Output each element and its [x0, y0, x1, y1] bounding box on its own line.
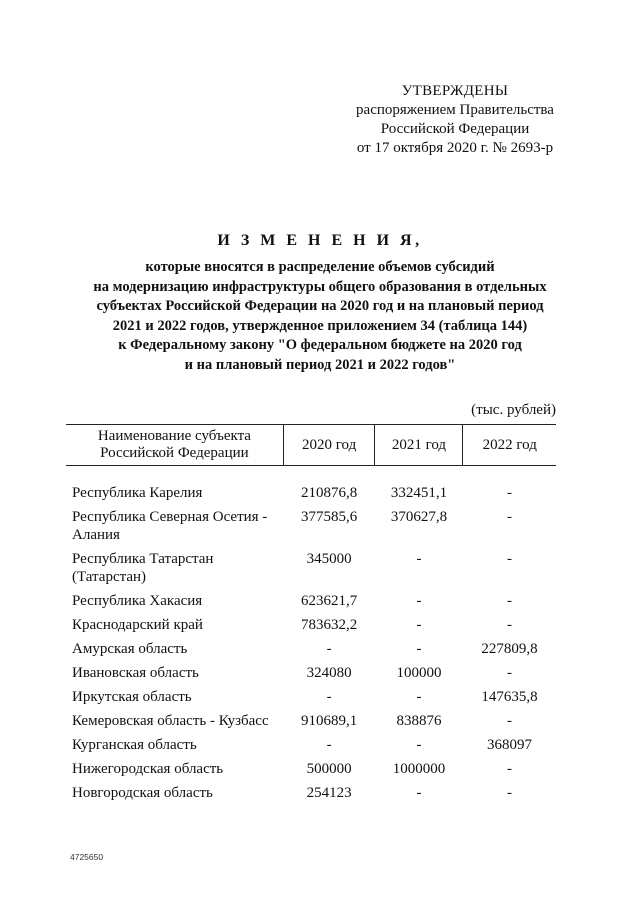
table-header-row: [66, 425, 556, 466]
value-2022-cell: -: [506, 551, 512, 567]
region-cell: Курганская область: [72, 737, 197, 753]
value-2020-cell: 345000: [306, 551, 352, 567]
value-2020-cell: 254123: [306, 785, 352, 801]
subtitle-line: субъектах Российской Федерации на 2020 год и на плановый период: [96, 298, 544, 314]
table-row: [66, 550, 556, 592]
table-row: [66, 592, 556, 616]
value-2020-cell: 210876,8: [301, 485, 358, 501]
region-cell: Республика Северная Осетия - Алания: [72, 509, 268, 543]
approval-line-1: распоряжением Правительства: [356, 102, 554, 118]
value-2022-cell: 368097: [486, 737, 532, 753]
value-2021-cell: -: [416, 785, 422, 801]
table-spacer: [66, 466, 556, 485]
value-2020-cell: 783632,2: [301, 617, 358, 633]
document-title: И З М Е Н Е Н И Я,: [217, 232, 423, 249]
value-2020-cell: 377585,6: [301, 509, 358, 525]
value-2020-cell: -: [326, 689, 332, 705]
table-row: [66, 760, 556, 784]
value-2021-cell: 370627,8: [390, 509, 448, 525]
value-2022-cell: 227809,8: [481, 641, 538, 657]
footer-code: 4725650: [70, 852, 104, 862]
value-2021-cell: -: [416, 593, 422, 609]
value-2021-cell: 838876: [396, 713, 442, 729]
approval-line-3: от 17 октября 2020 г. № 2693-р: [356, 140, 554, 156]
value-2022-cell: -: [506, 665, 512, 681]
table-row: [66, 484, 556, 508]
value-2020-cell: 623621,7: [301, 593, 358, 609]
table-row: [66, 616, 556, 640]
table-row: [66, 736, 556, 760]
approval-block: [320, 82, 590, 158]
value-2020-cell: 910689,1: [301, 713, 358, 729]
value-2022-cell: -: [506, 713, 512, 729]
value-2022-cell: -: [506, 509, 512, 525]
region-cell: Амурская область: [72, 641, 188, 657]
subtitle-line: и на плановый период 2021 и 2022 годов": [184, 356, 456, 373]
value-2020-cell: -: [326, 641, 332, 657]
region-cell: Новгородская область: [72, 785, 213, 801]
table-row: [66, 664, 556, 688]
table-body: [66, 466, 556, 809]
header-region: Наименование субъекта Российской Федерации: [66, 425, 283, 466]
approval-heading: УТВЕРЖДЕНЫ: [401, 83, 509, 99]
subsidy-table: [66, 424, 556, 808]
value-2021-cell: -: [416, 689, 422, 705]
value-2020-cell: 500000: [306, 761, 352, 777]
subtitle-line: 2021 и 2022 годов, утвержденное приложением 34 (таблица 144): [112, 317, 528, 334]
table-row: [66, 640, 556, 664]
subtitle-line: которые вносятся в распределение объемов субсидий: [145, 259, 495, 275]
subsidy-table-container: [66, 424, 556, 808]
value-2021-cell: 100000: [396, 665, 442, 681]
approval-line-2: Российской Федерации: [380, 121, 530, 137]
value-2022-cell: -: [506, 761, 512, 777]
region-cell: Республика Карелия: [72, 485, 203, 501]
region-cell: Республика Хакасия: [72, 593, 203, 609]
value-2020-cell: 324080: [306, 665, 352, 681]
value-2022-cell: 147635,8: [481, 689, 538, 705]
header-2022: 2022 год: [463, 425, 556, 466]
subtitle-line: к Федеральному закону "О федеральном бюджете на 2020 год: [118, 337, 522, 353]
header-2021: 2021 год: [375, 425, 463, 466]
table-row: [66, 784, 556, 808]
subtitle-line: на модернизацию инфраструктуры общего образования в отдельных: [93, 278, 547, 295]
value-2021-cell: -: [416, 617, 422, 633]
value-2022-cell: -: [506, 785, 512, 801]
header-2020: 2020 год: [283, 425, 375, 466]
value-2021-cell: 1000000: [392, 761, 446, 777]
value-2021-cell: -: [416, 737, 422, 753]
region-cell: Ивановская область: [72, 665, 199, 681]
region-cell: Кемеровская область - Кузбасс: [72, 713, 269, 729]
region-cell: Республика Татарстан (Татарстан): [72, 551, 214, 585]
value-2021-cell: -: [416, 551, 422, 567]
value-2020-cell: -: [326, 737, 332, 753]
value-2021-cell: 332451,1: [390, 485, 448, 501]
value-2022-cell: -: [506, 593, 512, 609]
table-row: [66, 712, 556, 736]
region-cell: Нижегородская область: [72, 761, 224, 777]
value-2021-cell: -: [416, 641, 422, 657]
document-subtitle: [60, 258, 580, 375]
value-2022-cell: -: [506, 617, 512, 633]
table-row: [66, 508, 556, 550]
value-2022-cell: -: [506, 485, 512, 501]
region-cell: Краснодарский край: [72, 617, 203, 633]
units-label: (тыс. рублей): [471, 402, 556, 418]
table-row: [66, 688, 556, 712]
region-cell: Иркутская область: [72, 689, 192, 705]
